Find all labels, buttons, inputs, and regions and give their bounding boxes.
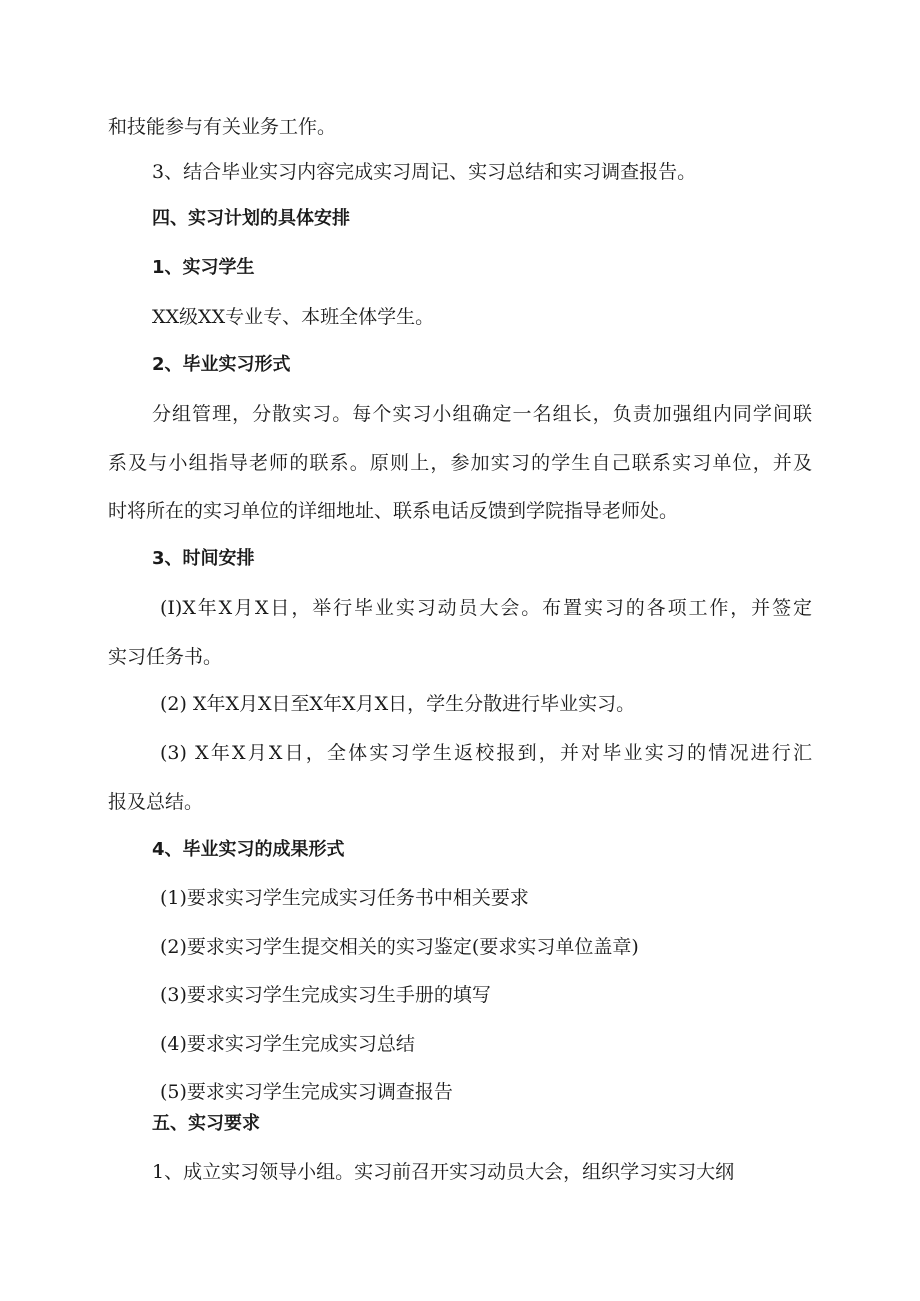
section-heading: 四、实习计划的具体安排 <box>152 208 350 229</box>
subsection-heading: 4、毕业实习的成果形式 <box>152 839 345 860</box>
list-item: (4)要求实习学生完成实习总结 <box>160 1033 415 1055</box>
paragraph-line: 报及总结。 <box>108 791 204 813</box>
subsection-heading: 1、实习学生 <box>152 257 255 278</box>
paragraph-line: 1、成立实习领导小组。实习前召开实习动员大会，组织学习实习大纲 <box>152 1161 735 1183</box>
subsection-heading: 3、时间安排 <box>152 548 255 569</box>
section-heading: 五、实习要求 <box>152 1113 260 1134</box>
paragraph-line: 3、结合毕业实习内容完成实习周记、实习总结和实习调查报告。 <box>152 161 697 183</box>
paragraph-line: (2) X年X月X日至X年X月X日，学生分散进行毕业实习。 <box>160 693 636 715</box>
list-item: (2)要求实习学生提交相关的实习鉴定(要求实习单位盖章) <box>160 936 639 958</box>
subsection-heading: 2、毕业实习形式 <box>152 354 291 375</box>
list-item: (3)要求实习学生完成实习生手册的填写 <box>160 984 491 1006</box>
paragraph-line: 分组管理，分散实习。每个实习小组确定一名组长，负责加强组内同学间联 <box>152 403 812 425</box>
paragraph-line: 系及与小组指导老师的联系。原则上，参加实习的学生自己联系实习单位，并及 <box>108 452 812 474</box>
paragraph-line: 和技能参与有关业务工作。 <box>108 116 337 138</box>
list-item: (5)要求实习学生完成实习调查报告 <box>160 1081 453 1103</box>
list-item: (1)要求实习学生完成实习任务书中相关要求 <box>160 887 529 909</box>
paragraph-line: XX级XX专业专、本班全体学生。 <box>152 306 435 328</box>
paragraph-line: (I)X年X月X日，举行毕业实习动员大会。布置实习的各项工作，并签定 <box>160 597 812 619</box>
paragraph-line: 时将所在的实习单位的详细地址、联系电话反馈到学院指导老师处。 <box>108 500 679 522</box>
paragraph-line: (3) X年X月X日，全体实习学生返校报到，并对毕业实习的情况进行汇 <box>160 742 812 764</box>
paragraph-line: 实习任务书。 <box>108 646 223 668</box>
